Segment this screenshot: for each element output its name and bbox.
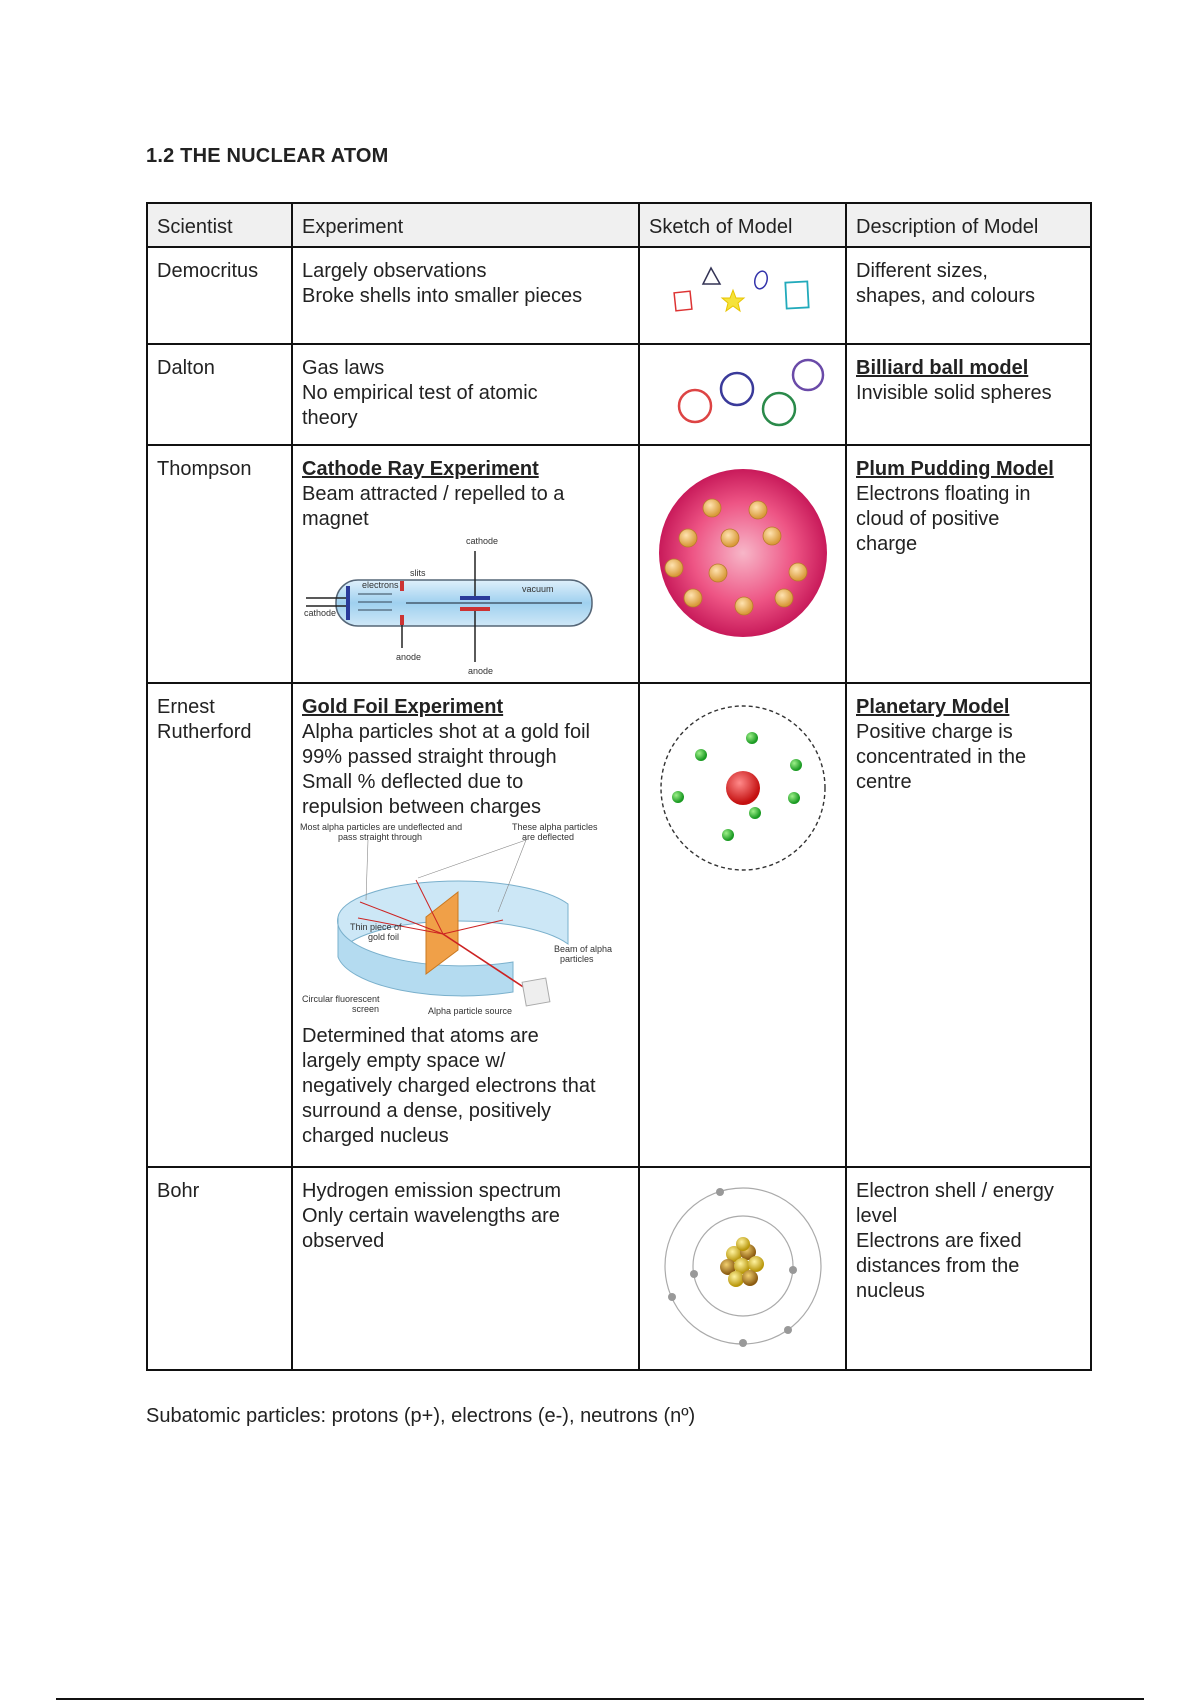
experiment-cell: [292, 683, 639, 1167]
description-title: Billiard ball model: [856, 357, 1029, 379]
bohr-model-sketch: [648, 1174, 838, 1354]
experiment-title: Cathode Ray Experiment: [302, 458, 539, 480]
experiment-line: Hydrogen emission spectrum: [302, 1180, 561, 1202]
diagram-label: These alpha particles: [512, 822, 598, 832]
row-bohr: [147, 1167, 1091, 1370]
experiment-line: Gas laws: [302, 357, 385, 379]
sketch-cell: [639, 445, 846, 683]
sketch-cell: [639, 344, 846, 445]
experiment-line: Beam attracted / repelled to a: [302, 483, 565, 505]
description-line: concentrated in the: [856, 746, 1027, 768]
experiment-line: repulsion between charges: [302, 796, 542, 818]
diagram-label: cathode: [304, 608, 337, 618]
experiment-line: Small % deflected due to: [302, 771, 524, 793]
experiment-line: charged nucleus: [302, 1125, 449, 1147]
diagram-label: Circular fluorescent: [302, 994, 380, 1004]
dalton-spheres-sketch: [658, 351, 828, 436]
experiment-line: largely empty space w/: [302, 1050, 506, 1072]
diagram-label: are deflected: [522, 832, 575, 842]
diagram-label: pass straight through: [338, 832, 423, 842]
diagram-label: screen: [352, 1004, 380, 1014]
gold-foil-diagram: [298, 822, 618, 1022]
scientist-line: Ernest: [157, 696, 215, 718]
description-line: Electrons floating in: [856, 483, 1031, 505]
scientist-line: Rutherford: [157, 721, 252, 743]
description-title: Plum Pudding Model: [856, 458, 1054, 480]
scientist-cell: Thompson: [147, 445, 292, 683]
description-line: cloud of positive: [856, 508, 1000, 530]
description-cell: [846, 445, 1091, 683]
diagram-label: gold foil: [368, 932, 400, 942]
democritus-shapes-sketch: [658, 254, 828, 334]
description-line: charge: [856, 533, 918, 555]
description-title: Planetary Model: [856, 696, 1010, 718]
description-line: shapes, and colours: [856, 285, 1036, 307]
scientist-cell: Democritus: [147, 247, 292, 344]
cathode-ray-diagram: [302, 536, 602, 676]
diagram-label: Most alpha particles are undeflected and: [300, 822, 463, 832]
scientist-cell: Bohr: [147, 1167, 292, 1370]
header-row: [147, 203, 1091, 247]
experiment-line: surround a dense, positively: [302, 1100, 552, 1122]
experiment-cell: [292, 445, 639, 683]
description-line: Electron shell / energy: [856, 1180, 1054, 1202]
experiment-cell: [292, 247, 639, 344]
diagram-label: cathode: [466, 536, 499, 546]
experiment-line: Only certain wavelengths are: [302, 1205, 560, 1227]
experiment-line: Determined that atoms are: [302, 1025, 539, 1047]
experiment-line: Alpha particles shot at a gold foil: [302, 721, 590, 743]
experiment-cell: [292, 1167, 639, 1370]
row-rutherford: [147, 683, 1091, 1167]
experiment-line: Broke shells into smaller pieces: [302, 285, 583, 307]
experiment-cell: [292, 344, 639, 445]
experiment-line: negatively charged electrons that: [302, 1075, 596, 1097]
header-sketch: Sketch of Model: [639, 203, 846, 247]
description-line: Electrons are fixed: [856, 1230, 1022, 1252]
experiment-line: No empirical test of atomic: [302, 382, 538, 404]
diagram-label: particles: [560, 954, 594, 964]
row-thompson: [147, 445, 1091, 683]
scientist-cell: [147, 683, 292, 1167]
description-cell: [846, 1167, 1091, 1370]
diagram-label: electrons: [362, 580, 399, 590]
atomic-models-table: [146, 202, 1092, 1371]
experiment-line: Largely observations: [302, 260, 487, 282]
diagram-label: Thin piece of: [350, 922, 402, 932]
description-line: level: [856, 1205, 898, 1227]
sketch-cell: [639, 683, 846, 1167]
description-line: Positive charge is: [856, 721, 1013, 743]
row-dalton: [147, 344, 1091, 445]
page-title: 1.2 THE NUCLEAR ATOM: [146, 145, 389, 167]
header-scientist: Scientist: [147, 203, 292, 247]
sketch-cell: [639, 1167, 846, 1370]
header-description: Description of Model: [846, 203, 1091, 247]
plum-pudding-sketch: [648, 458, 838, 648]
experiment-line: theory: [302, 407, 358, 429]
description-line: Different sizes,: [856, 260, 988, 282]
description-line: Invisible solid spheres: [856, 382, 1052, 404]
description-cell: [846, 344, 1091, 445]
experiment-title: Gold Foil Experiment: [302, 696, 504, 718]
experiment-line: observed: [302, 1230, 385, 1252]
experiment-line: magnet: [302, 508, 369, 530]
experiment-line: 99% passed straight through: [302, 746, 557, 768]
description-line: nucleus: [856, 1280, 925, 1302]
planetary-model-sketch: [653, 698, 833, 878]
diagram-label: slits: [410, 568, 426, 578]
description-line: centre: [856, 771, 912, 793]
description-cell: [846, 247, 1091, 344]
subatomic-particles-note: Subatomic particles: protons (p+), electrons (e-), neutrons (nº): [146, 1405, 696, 1427]
description-cell: [846, 683, 1091, 1167]
diagram-label: anode: [468, 666, 494, 676]
diagram-label: vacuum: [522, 584, 554, 594]
sketch-cell: [639, 247, 846, 344]
header-experiment: Experiment: [292, 203, 639, 247]
diagram-label: anode: [396, 652, 422, 662]
diagram-label: Alpha particle source: [428, 1006, 513, 1016]
diagram-label: Beam of alpha: [554, 944, 613, 954]
scientist-cell: Dalton: [147, 344, 292, 445]
description-line: distances from the: [856, 1255, 1020, 1277]
row-democritus: [147, 247, 1091, 344]
